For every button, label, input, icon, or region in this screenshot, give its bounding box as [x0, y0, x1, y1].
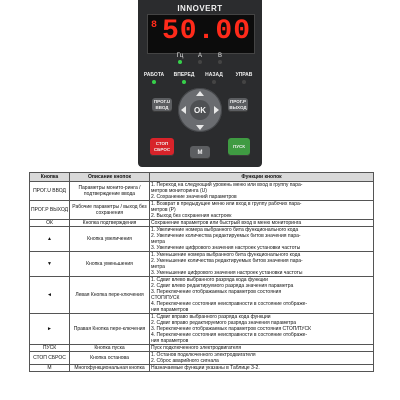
key-cell: M: [30, 365, 70, 372]
key-cell: ►: [30, 314, 70, 345]
function-line: ния параметров: [151, 307, 189, 313]
function-line: 2. Сохранение значений параметров: [151, 194, 237, 200]
function-line: 3. Переключение отображаемых параметров состояния: [151, 289, 282, 295]
key-cell: ▼: [30, 252, 70, 277]
unit-v: B: [210, 53, 230, 64]
key-cell: ОК: [30, 220, 70, 227]
led-display: [147, 14, 255, 54]
status-run: РАБОТА: [140, 72, 168, 84]
function-cell: [150, 352, 374, 365]
description-cell: Параметры монито-ринга / подтверждение ввода: [70, 182, 150, 201]
status-control: УПРАВ: [230, 72, 258, 84]
key-cell: ПУСК: [30, 345, 70, 352]
function-line: СТОП/ПУСК: [151, 295, 180, 301]
function-line: 2. Выход без сохранения настроек: [151, 213, 232, 219]
prog-enter-button[interactable]: ПРОГ.U ВВОД: [153, 99, 171, 110]
status-forward: ВПЕРЕД: [170, 72, 198, 84]
function-line: 2. Сброс аварийного сигнала: [151, 358, 219, 364]
table-row: [30, 227, 374, 252]
function-line: 1. Останов подключенного электродвигателя: [151, 352, 256, 358]
function-line: ния параметров: [151, 338, 189, 344]
description-cell: Кнопка подтверждения: [70, 220, 150, 227]
function-line: 3. Увеличение цифрового значения настроек установки частоты: [151, 245, 301, 251]
display-small-digit: 8: [151, 20, 158, 31]
ok-button[interactable]: OK: [190, 100, 210, 120]
function-cell: [150, 182, 374, 201]
function-cell: [150, 277, 374, 314]
function-line: 3. Уменьшение цифрового значения настроек установки частоты: [151, 270, 303, 276]
function-line: Сохранение параметров или быстрый вход в меню мониторинга: [151, 220, 302, 226]
function-line: метров мониторинга (U): [151, 188, 207, 194]
function-cell: [150, 345, 374, 352]
function-cell: [150, 201, 374, 220]
table-row: [30, 182, 374, 201]
led-indicator-icon: [182, 80, 186, 84]
keypad-panel: [138, 0, 262, 167]
unit-indicators: [138, 53, 262, 69]
table-row: [30, 220, 374, 227]
function-line: метров (P): [151, 207, 176, 213]
column-header: Функции кнопок: [150, 173, 374, 182]
table-header-row: [30, 173, 374, 182]
function-cell: [150, 365, 374, 372]
function-line: 4. Переключение состояния неисправности в состояние отображе-: [151, 332, 308, 338]
led-indicator-icon: [218, 60, 222, 64]
function-line: 1. Сдвиг вправо выбранного разряда кода функции: [151, 314, 271, 320]
function-line: 1. Переход на следующий уровень меню или вход в группу пара-: [151, 182, 303, 188]
arrow-up-icon[interactable]: [196, 91, 204, 96]
column-header: Описание кнопок: [70, 173, 150, 182]
table-row: [30, 345, 374, 352]
function-line: 1. Сдвиг влево выбранного разряда кода функции: [151, 277, 268, 283]
table-row: [30, 352, 374, 365]
description-cell: Рабочие параметры / выход без сохранения: [70, 201, 150, 220]
function-line: 4. Переключение состояния неисправности в состояние отображе-: [151, 301, 308, 307]
unit-a: A: [190, 53, 210, 64]
arrow-right-icon[interactable]: [214, 106, 219, 114]
function-line: метра: [151, 239, 165, 245]
function-line: 1. Уменьшение номера выбранного бита функционального кода: [151, 252, 301, 258]
function-line: Назначаемые функции указаны в Таблице 3-2.: [151, 365, 260, 371]
key-cell: ПРОГ.U ВВОД: [30, 182, 70, 201]
function-line: 2. Сдвиг влево редактируемого разряда значения параметра: [151, 283, 294, 289]
run-button[interactable]: ПУСК: [228, 138, 250, 156]
key-cell: СТОП СБРОС: [30, 352, 70, 365]
function-cell: [150, 314, 374, 345]
table-row: [30, 365, 374, 372]
function-line: 1. Увеличение номера выбранного бита функционального кода: [151, 227, 299, 233]
function-line: 2. Уменьшение количества редактируемых битов значения пара-: [151, 258, 303, 264]
function-line: метра: [151, 264, 165, 270]
status-indicators: [138, 72, 262, 86]
function-line: 1. Возврат в предыдущее меню или вход в группу рабочих пара-: [151, 201, 302, 207]
column-header: Кнопка: [30, 173, 70, 182]
stop-reset-button[interactable]: СТОП СБРОС: [150, 138, 174, 156]
function-cell: [150, 252, 374, 277]
key-functions-table: [29, 172, 374, 372]
led-indicator-icon: [198, 60, 202, 64]
arrow-left-icon[interactable]: [181, 106, 186, 114]
table-row: [30, 314, 374, 345]
description-cell: Кнопка пуска: [70, 345, 150, 352]
led-indicator-icon: [152, 80, 156, 84]
key-cell: ▲: [30, 227, 70, 252]
status-reverse: НАЗАД: [200, 72, 228, 84]
description-cell: Левая Кнопка пере-ключения: [70, 277, 150, 314]
table-row: [30, 201, 374, 220]
description-cell: Кнопка останова: [70, 352, 150, 365]
description-cell: Многофункциональная кнопка: [70, 365, 150, 372]
key-cell: ◄: [30, 277, 70, 314]
unit-hz: Гц: [170, 53, 190, 64]
function-line: Пуск подключенного электродвигателя: [151, 345, 242, 351]
description-cell: Кнопка уменьшения: [70, 252, 150, 277]
description-cell: Правая Кнопка пере-ключения: [70, 314, 150, 345]
display-value: 50.00: [162, 16, 252, 47]
key-cell: ПРОГ.Р ВЫХОД: [30, 201, 70, 220]
function-cell: [150, 227, 374, 252]
led-indicator-icon: [212, 80, 216, 84]
function-cell: [150, 220, 374, 227]
arrow-down-icon[interactable]: [196, 125, 204, 130]
description-cell: Кнопка увеличения: [70, 227, 150, 252]
table-row: [30, 252, 374, 277]
led-indicator-icon: [242, 80, 246, 84]
function-line: 2. Сдвиг вправо редактируемого разряда значения параметра: [151, 320, 297, 326]
brand-logo: INNOVERT: [177, 4, 223, 13]
led-indicator-icon: [178, 60, 182, 64]
prog-exit-button[interactable]: ПРОГ.P ВЫХОД: [229, 99, 247, 110]
function-line: 2. Увеличение количества редактируемых битов значения пара-: [151, 233, 301, 239]
table-row: [30, 277, 374, 314]
multifunction-button[interactable]: M: [190, 146, 210, 159]
function-line: 3. Переключение отображаемых параметров состояния СТОП/ПУСК: [151, 326, 311, 332]
